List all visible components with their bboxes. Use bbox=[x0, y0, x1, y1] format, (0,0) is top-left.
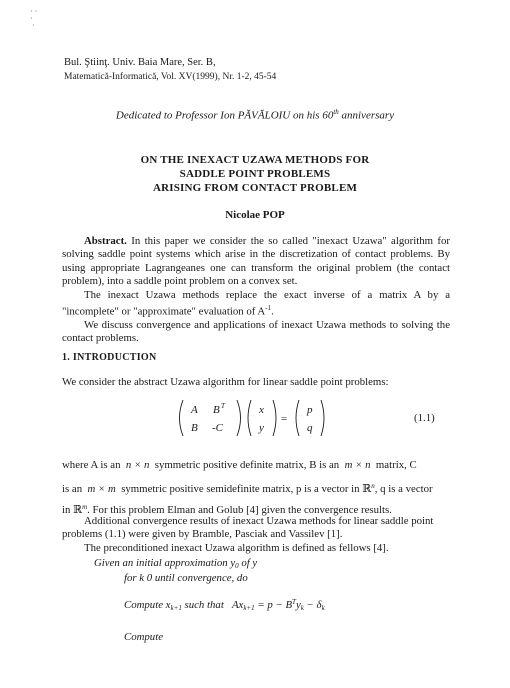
equation-number: (1.1) bbox=[414, 412, 435, 424]
eq-t: T bbox=[221, 402, 225, 410]
algo-l3b: such that bbox=[181, 599, 224, 611]
journal-line-2: Matematică-Informatică, Vol. XV(1999), Nr. 1-2, 45-54 bbox=[64, 72, 277, 82]
eq-equals: = bbox=[281, 413, 288, 425]
w2-a: is an bbox=[62, 483, 83, 495]
w2-b: symmetric positive semidefinite matrix, p is a vector in ℝ bbox=[121, 483, 372, 495]
w1-c: matrix, C bbox=[375, 459, 417, 471]
w3-m: m bbox=[82, 503, 88, 511]
dedication-text: Dedicated to Professor Ion PĂVĂLOIU on his 60 bbox=[115, 109, 334, 122]
dedication bbox=[0, 108, 510, 122]
eq-bt: B bbox=[213, 404, 220, 416]
eq-q: q bbox=[307, 422, 313, 434]
abstract bbox=[62, 235, 450, 346]
abstract-paragraph-3: We discuss convergence and applications of inexact Uzawa methods to solving the contact problems. bbox=[62, 319, 450, 345]
where-line-2 bbox=[62, 480, 452, 496]
journal-line-1: Bul. Ştiinţ. Univ. Baia Mare, Ser. B, bbox=[64, 57, 216, 68]
eq-a: A bbox=[191, 404, 198, 416]
w1-a: where A is an bbox=[62, 459, 121, 471]
w1-nn: n × n bbox=[125, 459, 150, 471]
eq-p: p bbox=[307, 404, 313, 416]
algo-l3a: Compute x bbox=[124, 599, 171, 611]
abstract-paragraph-2 bbox=[62, 289, 450, 319]
intro-text: We consider the abstract Uzawa algorithm for linear saddle point problems: bbox=[62, 376, 389, 388]
abstract-p2-end: . bbox=[271, 305, 274, 318]
where-line-1 bbox=[62, 459, 452, 472]
algo-line-2: for k 0 until convergence, do bbox=[124, 572, 248, 584]
w2-mm: m × m bbox=[87, 483, 116, 495]
w2-n: n bbox=[371, 482, 375, 490]
paragraph-2 bbox=[62, 515, 452, 555]
scan-specks: · · · · bbox=[30, 7, 38, 30]
para2-text: Additional convergence results of inexact Uzawa methods for linear saddle point problems (1.1) were given by Bramble, Pasciak and Vassilev [1]. bbox=[62, 515, 434, 541]
algo-formula-y: y bbox=[295, 599, 301, 611]
abstract-p2-sup: -1 bbox=[265, 304, 272, 313]
para3-text: The preconditioned inexact Uzawa algorithm is defined as fellows [4]. bbox=[84, 541, 389, 554]
algo-l1-sub: 0 bbox=[235, 562, 239, 570]
eq-x: x bbox=[259, 404, 264, 416]
journal-header bbox=[64, 56, 276, 84]
algo-formula-mid: = p − B bbox=[254, 599, 293, 611]
paper-title bbox=[0, 153, 510, 195]
w1-b: symmetric positive definite matrix, B is an bbox=[154, 459, 340, 471]
w3-a: in ℝ bbox=[62, 504, 83, 516]
title-line-2: SADDLE POINT PROBLEMS bbox=[179, 168, 331, 180]
algo-l3-sub: k+1 bbox=[170, 604, 182, 612]
eq-mc: -C bbox=[212, 422, 223, 434]
abstract-paragraph-1 bbox=[62, 235, 450, 289]
eq-b: B bbox=[191, 422, 198, 434]
algo-formula: Ax bbox=[231, 599, 244, 611]
abstract-label: Abstract. bbox=[84, 235, 127, 247]
algo-line-3 bbox=[124, 598, 325, 612]
algo-formula-tail: − δ bbox=[303, 599, 322, 611]
section-heading: 1. INTRODUCTION bbox=[62, 352, 157, 363]
w3-b: . For this problem Elman and Golub [4] given the convergence results. bbox=[87, 504, 392, 516]
algo-line-1 bbox=[94, 557, 257, 570]
algo-formula-sup: T bbox=[292, 598, 296, 606]
eq-y: y bbox=[259, 422, 264, 434]
title-line-1: ON THE INEXACT UZAWA METHODS FOR bbox=[140, 154, 370, 166]
abstract-p2: The inexact Uzawa methods replace the exact inverse of a matrix A by a "incomplete" or "approximate" evaluation of A bbox=[62, 288, 450, 318]
w2-c: , q is a vector bbox=[374, 483, 433, 495]
title-line-3: ARISING FROM CONTACT PROBLEM bbox=[152, 182, 358, 194]
algo-line-4: Compute bbox=[124, 631, 163, 643]
abstract-p1: In this paper we consider the so called "inexact Uzawa" algorithm for solving saddle point systems which arise in the discretization of contact problems. By using appropriate Lagrangeanes one can transform the original problem (the contact problem), into a saddle point problem on a convex set. bbox=[62, 235, 450, 288]
algo-formula-dsub: k bbox=[321, 604, 325, 612]
algo-l1: Given an initial approximation y bbox=[94, 557, 236, 569]
dedication-tail: anniversary bbox=[338, 109, 395, 122]
algo-formula-sub: k+1 bbox=[243, 604, 255, 612]
algo-l1-tail: of y bbox=[238, 557, 258, 569]
w1-mn: m × n bbox=[344, 459, 371, 471]
saddle-point-equation bbox=[175, 398, 335, 438]
algo-formula-ysub: k bbox=[300, 604, 304, 612]
author-name: Nicolae POP bbox=[225, 209, 285, 221]
dedication-sup: th bbox=[333, 108, 339, 116]
